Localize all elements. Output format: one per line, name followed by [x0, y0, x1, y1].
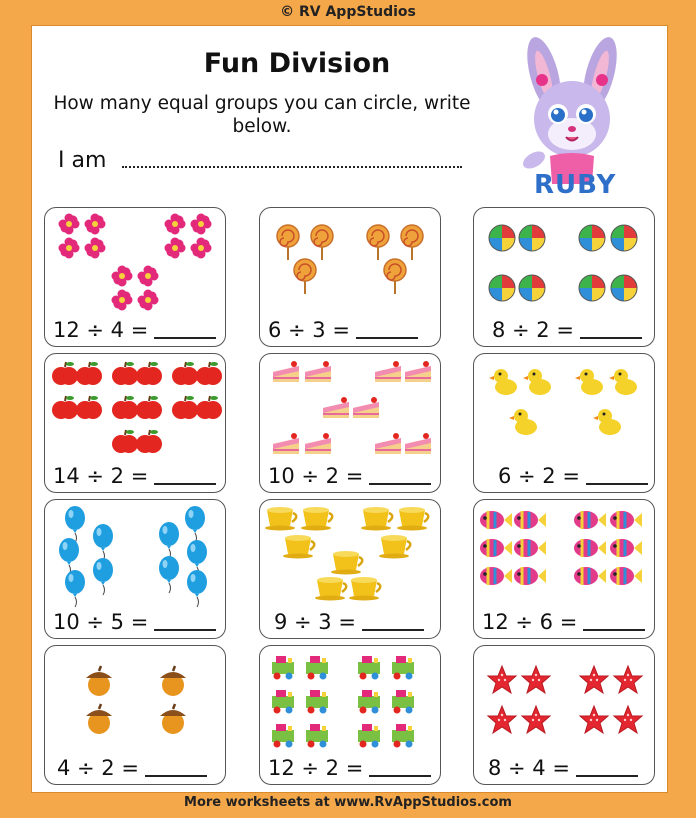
division-equation: 10 ÷ 5 =	[53, 610, 216, 634]
duck-group-icon	[474, 354, 654, 464]
toy-train-group-icon	[260, 646, 440, 756]
flower-group-icon	[45, 208, 225, 318]
division-equation: 4 ÷ 2 =	[57, 756, 207, 780]
division-card	[259, 499, 441, 639]
mascot-name: RUBY	[534, 170, 617, 200]
balloon-group-icon	[45, 500, 225, 610]
division-equation: 14 ÷ 2 =	[53, 464, 216, 488]
answer-blank[interactable]	[362, 629, 424, 631]
answer-blank[interactable]	[145, 775, 207, 777]
teacup-group-icon	[260, 500, 440, 610]
apple-group-icon	[45, 354, 225, 464]
answer-blank[interactable]	[369, 775, 431, 777]
division-equation: 12 ÷ 4 =	[53, 318, 216, 342]
answer-blank[interactable]	[154, 629, 216, 631]
name-prompt: I am	[58, 148, 107, 173]
division-equation: 8 ÷ 2 =	[492, 318, 642, 342]
division-card	[44, 645, 226, 785]
starfish-group-icon	[474, 646, 654, 756]
acorn-group-icon	[45, 646, 225, 756]
division-card	[44, 499, 226, 639]
division-equation: 10 ÷ 2 =	[268, 464, 431, 488]
top-credit: © RV AppStudios	[280, 4, 416, 20]
division-card	[259, 207, 441, 347]
division-equation: 12 ÷ 2 =	[268, 756, 431, 780]
beach-ball-group-icon	[474, 208, 654, 318]
cake-slice-group-icon	[260, 354, 440, 464]
worksheet-sheet	[31, 25, 668, 793]
division-card	[259, 645, 441, 785]
division-equation: 9 ÷ 3 =	[274, 610, 424, 634]
answer-blank[interactable]	[154, 483, 216, 485]
answer-blank[interactable]	[356, 337, 418, 339]
division-equation: 6 ÷ 3 =	[268, 318, 418, 342]
fish-group-icon	[474, 500, 654, 610]
lollipop-group-icon	[260, 208, 440, 318]
division-card	[259, 353, 441, 493]
division-card	[473, 207, 655, 347]
answer-blank[interactable]	[586, 483, 648, 485]
answer-blank[interactable]	[583, 629, 645, 631]
division-card	[473, 645, 655, 785]
division-card	[473, 499, 655, 639]
name-write-line[interactable]	[122, 166, 462, 168]
answer-blank[interactable]	[154, 337, 216, 339]
page-title: Fun Division	[203, 48, 391, 79]
answer-blank[interactable]	[369, 483, 431, 485]
answer-blank[interactable]	[580, 337, 642, 339]
division-card	[473, 353, 655, 493]
division-card	[44, 353, 226, 493]
instruction-text: How many equal groups you can circle, write below.	[53, 93, 471, 137]
answer-blank[interactable]	[576, 775, 638, 777]
division-equation: 6 ÷ 2 =	[498, 464, 648, 488]
division-equation: 8 ÷ 4 =	[488, 756, 638, 780]
footer-link[interactable]: More worksheets at www.RvAppStudios.com	[184, 795, 512, 810]
division-card	[44, 207, 226, 347]
division-equation: 12 ÷ 6 =	[482, 610, 645, 634]
